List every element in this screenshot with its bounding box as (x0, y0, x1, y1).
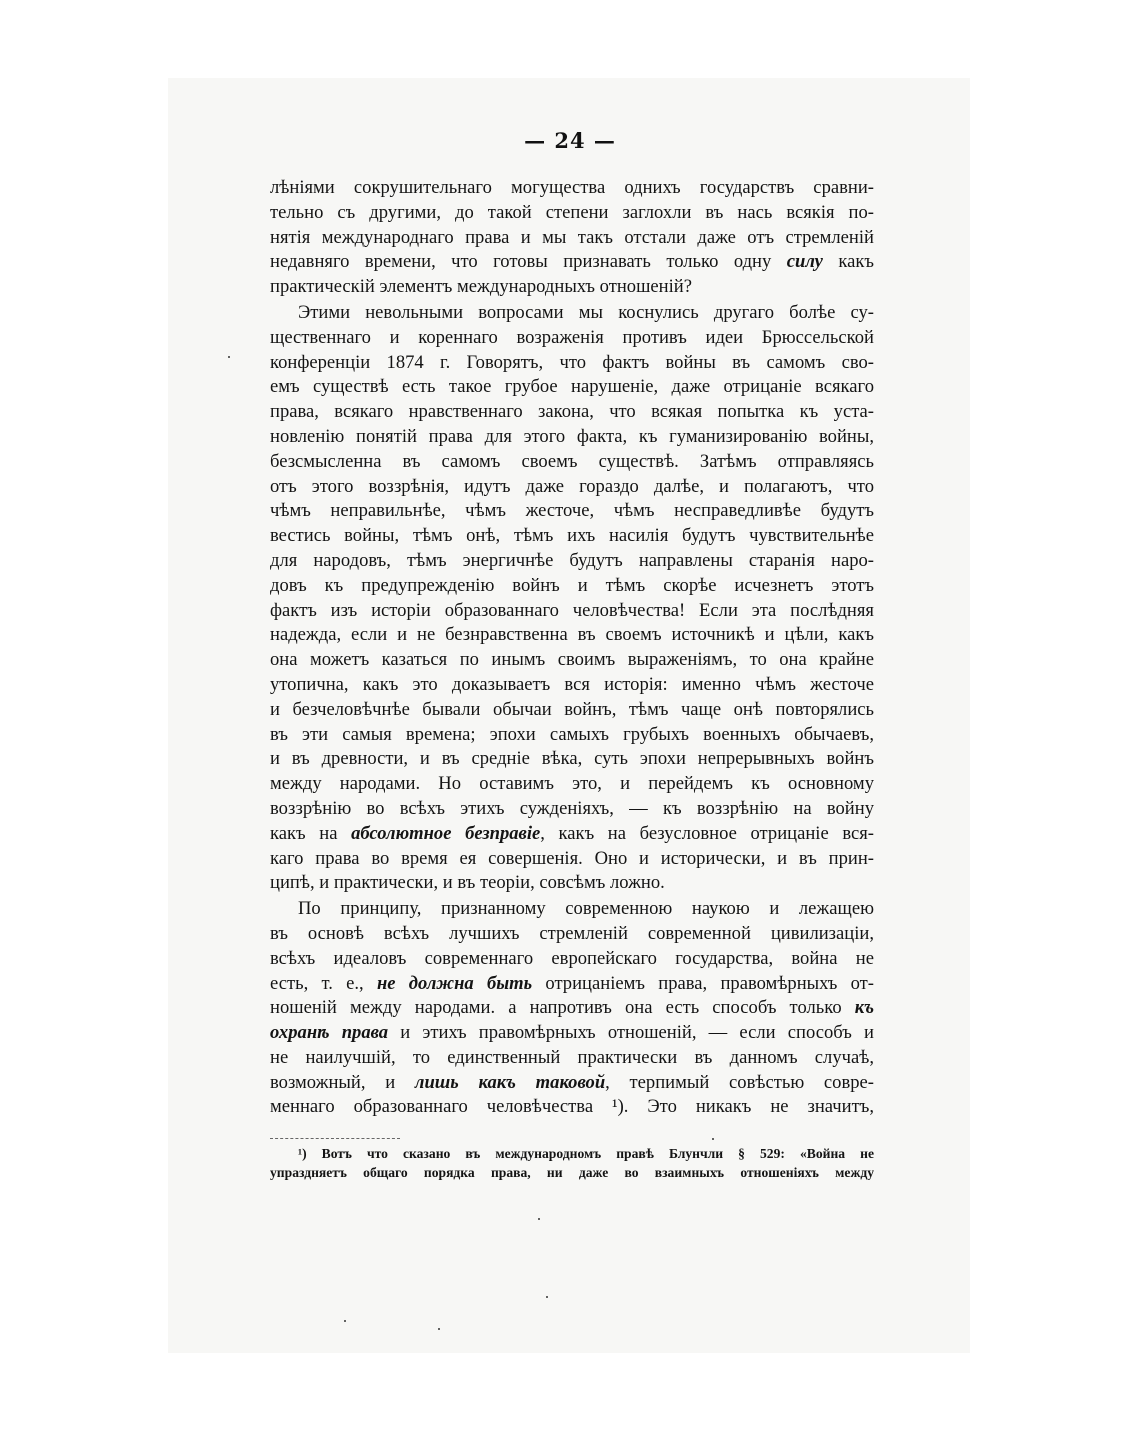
text-line (270, 375, 874, 400)
text-line (270, 797, 874, 822)
text-run: практическій элементъ международныхъ отношеній? (270, 276, 692, 298)
text-line (270, 947, 874, 972)
body-text (270, 176, 874, 1120)
scan-speck (546, 1296, 548, 1298)
text-run: какъ (822, 251, 874, 273)
scan-speck (712, 1138, 714, 1140)
text-run: всѣхъ идеаловъ современнаго европейскаго государства, война не (270, 947, 874, 969)
text-run: довъ къ предупрежденію войнъ и тѣмъ скорѣе исчезнетъ этотъ (270, 574, 874, 596)
text-line (270, 1046, 874, 1071)
footnote-rule (270, 1138, 400, 1139)
text-line (270, 747, 874, 772)
text-run: нятія международнаго права и мы такъ отстали даже отъ стремленій (270, 226, 874, 248)
text-run: емъ существѣ есть такое грубое нарушеніе, даже отрицаніе всякаго (270, 376, 874, 398)
text-run: воззрѣнію во всѣхъ этихъ сужденіяхъ, — къ воззрѣнію на войну (270, 797, 874, 819)
text-line (270, 871, 874, 896)
text-line (270, 574, 874, 599)
text-line (270, 623, 874, 648)
text-run: безсмысленна въ самомъ своемъ существѣ. Затѣмъ отправляясь (270, 450, 874, 472)
text-line (270, 226, 874, 251)
text-line (270, 250, 874, 275)
text-run: и безчеловѣчнѣе бывали обычаи войнъ, тѣмъ чаще онѣ повторялись (270, 698, 874, 720)
text-run: недавняго времени, что готовы признавать только одну (270, 251, 772, 273)
text-line (270, 723, 874, 748)
scan-speck (344, 1320, 346, 1322)
text-line (270, 450, 874, 475)
text-line (270, 972, 874, 997)
text-run: каго права во время ея совершенія. Оно и исторически, и въ прин- (270, 847, 874, 869)
text-run: утопична, какъ это доказываетъ вся исторія: именно чѣмъ жесточе (270, 673, 874, 695)
emphasis-run: абсолютное безправіе (351, 822, 541, 844)
text-line (270, 1071, 874, 1096)
text-run: права, всякаго нравственнаго закона, что всякая попытка къ уста- (270, 401, 874, 423)
page-number: — 24 — (524, 128, 616, 153)
emphasis-run: силу (786, 251, 823, 273)
text-run: Этими невольными вопросами мы коснулись другаго болѣе су- (298, 301, 874, 323)
text-line (270, 673, 874, 698)
text-run: въ основѣ всѣхъ лучшихъ стремленій современной цивилизаціи, (270, 922, 874, 944)
text-run: новленію понятій права для этого факта, къ гуманизированію войны, (270, 425, 874, 447)
footnotes (270, 1144, 874, 1182)
text-line (270, 549, 874, 574)
footnote-line: ¹) Вотъ что сказано въ международномъ правѣ Блунчли § 529: «Война не (298, 1146, 874, 1161)
text-line (270, 275, 874, 300)
emphasis-run: охранѣ права (270, 1022, 389, 1044)
text-line (270, 648, 874, 673)
text-run: лѣніями сокрушительнаго могущества однихъ государствъ сравни- (270, 177, 874, 198)
text-run: конференціи 1874 г. Говорятъ, что фактъ войны въ самомъ сво- (270, 351, 874, 373)
text-run: ношеній между народами. а напротивъ она есть способъ только (270, 997, 842, 1019)
text-run: для народовъ, тѣмъ энергичнѣе будутъ направлены старанія наро- (270, 549, 874, 571)
text-line (270, 524, 874, 549)
text-run: она можетъ казаться по инымъ своимъ выраженіямъ, то она крайне (270, 649, 874, 671)
text-line (270, 698, 874, 723)
text-run: тельно съ другими, до такой степени заглохли въ нась всякія по- (270, 201, 874, 223)
text-run: вестись войны, тѣмъ онѣ, тѣмъ ихъ насилія будутъ чувствительнѣе (270, 525, 874, 547)
text-run: въ эти самыя времена; эпохи самыхъ грубыхъ военныхъ обычаевъ, (270, 723, 874, 745)
scan-speck (538, 1218, 540, 1220)
text-line (270, 996, 874, 1021)
text-run: надежда, если и не безнравственна въ своемъ источникѣ и цѣли, какъ (270, 624, 874, 646)
text-run: ципѣ, и практически, и въ теоріи, совсѣмъ ложно. (270, 872, 665, 894)
text-line (270, 599, 874, 624)
text-line (270, 772, 874, 797)
text-line (270, 400, 874, 425)
text-line (270, 1095, 874, 1120)
text-line (270, 822, 874, 847)
text-run: между народами. Но оставимъ это, и перейдемъ къ основному (270, 773, 874, 795)
text-run: отрицаніемъ права, правомѣрныхъ от- (532, 972, 874, 994)
text-run: фактъ изъ исторіи образованнаго человѣчества! Если эта послѣдняя (270, 599, 874, 621)
scan-speck (438, 1328, 440, 1330)
text-run: и этихъ правомѣрныхъ отношеній, — если способъ и (388, 1022, 874, 1044)
text-line (270, 897, 874, 922)
text-run: и въ древности, и въ средніе вѣка, суть эпохи непрерывныхъ войнъ (270, 748, 874, 770)
text-line (270, 201, 874, 226)
text-run: есть, т. е., (270, 972, 364, 994)
text-line (270, 922, 874, 947)
text-line (270, 351, 874, 376)
emphasis-run: лишь какъ таковой (414, 1071, 606, 1093)
text-run: не наилучшій, то единственный практически въ данномъ случаѣ, (270, 1046, 874, 1068)
text-run: , терпимый совѣстью совре- (605, 1071, 874, 1093)
footnote-line: упраздняетъ общаго порядка права, ни даже во взаимныхъ отношеніяхъ между (270, 1165, 874, 1180)
emphasis-run: не должна быть (376, 972, 533, 994)
text-line (270, 499, 874, 524)
text-run: отъ этого воззрѣнія, идутъ даже гораздо далѣе, и полагаютъ, что (270, 475, 874, 497)
scan-speck (228, 356, 230, 358)
text-run: возможный, и (270, 1071, 396, 1093)
text-line (270, 475, 874, 500)
text-line (270, 326, 874, 351)
emphasis-run: къ (854, 997, 874, 1019)
text-run: щественнаго и кореннаго возраженія противъ идеи Брюссельской (270, 326, 874, 348)
text-line (270, 176, 874, 201)
text-run: какъ на (270, 822, 338, 844)
text-run: По принципу, признанному современною наукою и лежащею (298, 898, 874, 920)
text-run: чѣмъ неправильнѣе, чѣмъ жесточе, чѣмъ несправедливѣе будутъ (270, 500, 874, 522)
text-line (270, 425, 874, 450)
text-run: , какъ на безусловное отрицаніе вся- (540, 822, 874, 844)
text-line (270, 847, 874, 872)
text-line (270, 301, 874, 326)
text-run: меннаго образованнаго человѣчества ¹). Это никакъ не значитъ, (270, 1096, 874, 1118)
text-line (270, 1021, 874, 1046)
